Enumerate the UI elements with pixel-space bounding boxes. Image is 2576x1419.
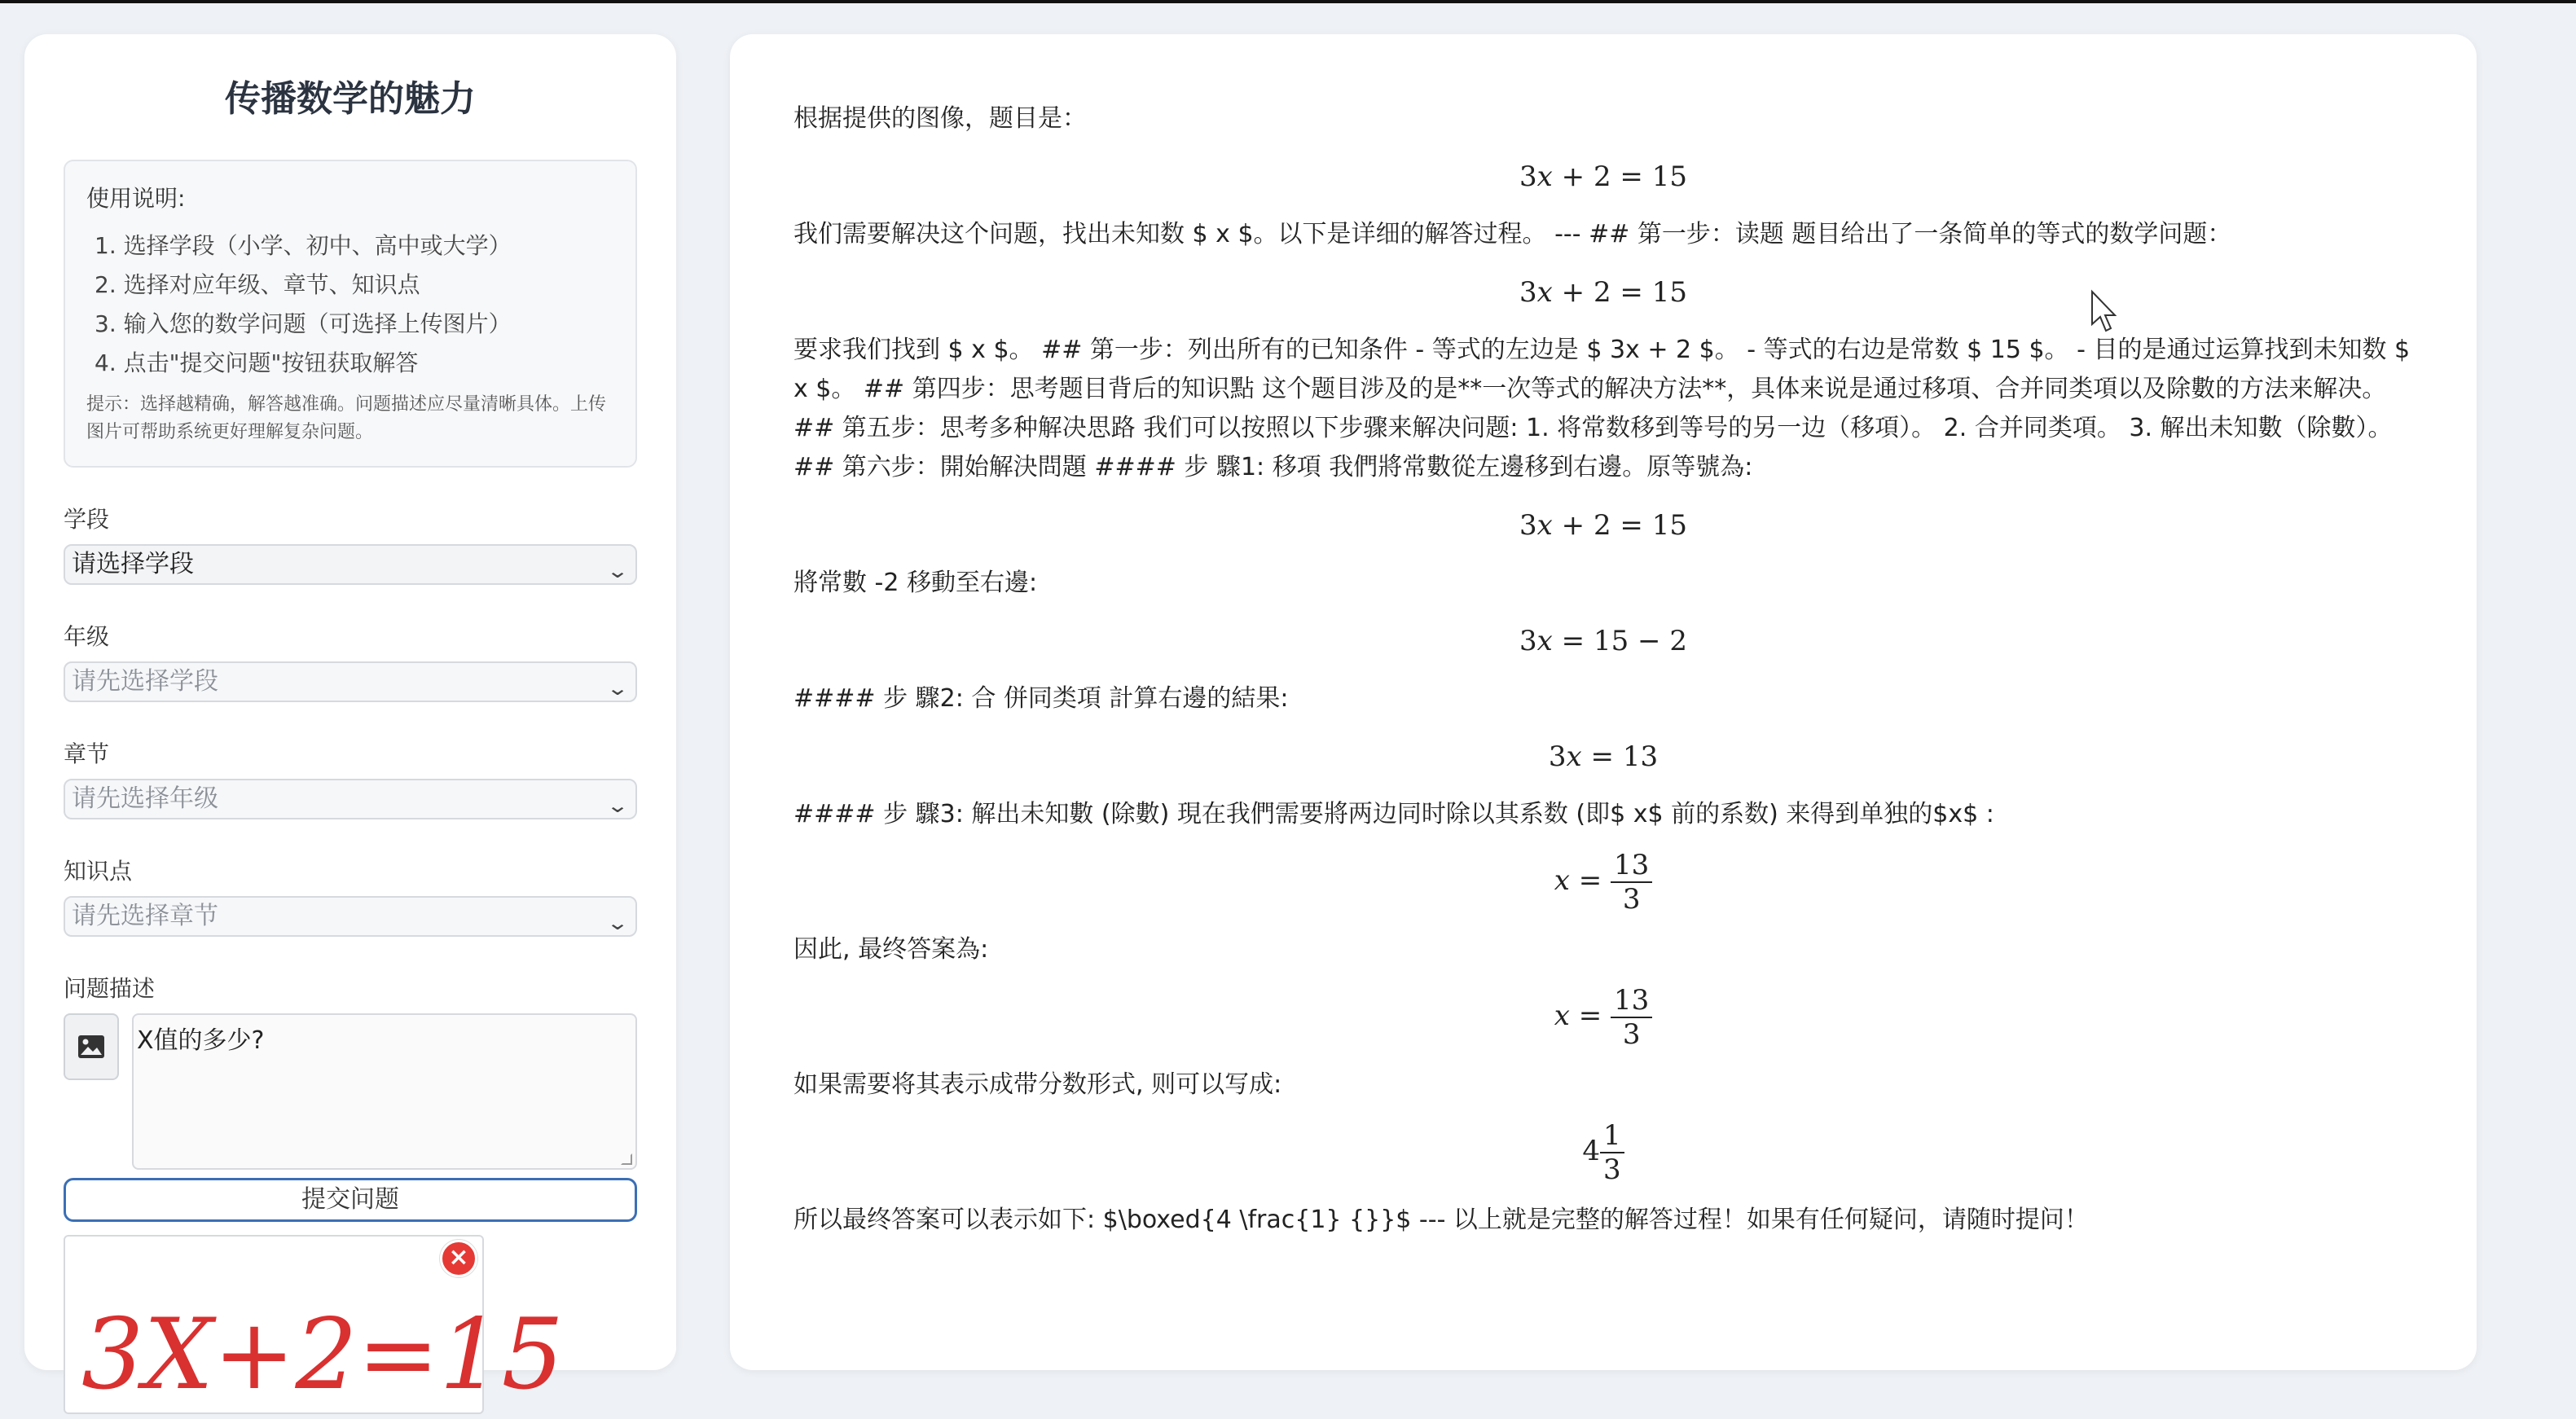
mouse-pointer-icon: [2090, 290, 2115, 334]
grade-select-value: 请先选择学段: [72, 667, 218, 696]
uploaded-image-preview: [64, 1235, 564, 1414]
equation: x = $\frac{13}{3}$: [793, 849, 2413, 916]
instructions-box: [64, 160, 637, 468]
equation: 3x = 15 − 2: [1519, 625, 1687, 657]
equation: 3x = 13: [1548, 740, 1659, 773]
question-label: 问题描述: [64, 975, 156, 1002]
stage-select-value: 请选择学段: [72, 550, 194, 578]
instruction-item: 1. 选择学段（小学、初中、高中或大学）: [95, 232, 512, 259]
equation: 3x + 2 = 15: [1519, 160, 1687, 193]
image-icon: [77, 1035, 105, 1059]
knowledge-select-value: 请先选择章节: [72, 902, 218, 930]
answer-paragraph: 所以最终答案可以表示如下: $\boxed{4 \frac{1} {}}$ --- 以上就是完整的解答过程！如果有任何疑问，请随时提问！: [793, 1206, 2089, 1234]
instruction-item: 3. 输入您的数学问题（可选择上传图片）: [95, 310, 512, 337]
submit-button[interactable]: 提交问题: [64, 1178, 637, 1222]
handwriting-text: 3X+2=15: [81, 1298, 564, 1412]
upload-image-button[interactable]: [64, 1013, 119, 1080]
answer-paragraph: 根据提供的图像，题目是：: [793, 104, 1087, 133]
knowledge-select[interactable]: [64, 896, 637, 937]
close-icon: ×: [448, 1243, 469, 1272]
resize-handle[interactable]: [621, 1153, 632, 1165]
handwritten-equation-image: [65, 1237, 564, 1416]
settings-panel: [24, 34, 676, 1412]
answer-panel: [730, 34, 2477, 1370]
instruction-item: 2. 选择对应年级、章节、知识点: [95, 271, 420, 298]
stage-select[interactable]: [64, 544, 637, 585]
answer-paragraph: 我们需要解决这个问题，找出未知数 $ x $。以下是详细的解答过程。 --- ## 第一步：读题 题目给出了一条简单的等式的数学问题：: [793, 220, 2232, 248]
question-row: [64, 1013, 637, 1170]
grade-label: 年级: [64, 623, 110, 650]
answer-paragraph: #### 步 驟2: 合 併同类項 計算右邊的結果:: [793, 684, 1289, 713]
answer-paragraph: 因此, 最终答案為:: [793, 935, 989, 964]
chapter-select[interactable]: [64, 779, 637, 819]
question-input-value: X值的多少?: [137, 1026, 265, 1055]
instructions-tip: 提示：选择越精确，解答越准确。问题描述应尽量清晰具体。上传图片可帮助系统更好理解复杂问题。: [86, 394, 607, 442]
chevron-down-icon: ⌄: [605, 677, 630, 700]
chevron-down-icon: ⌄: [605, 560, 630, 582]
remove-image-button[interactable]: [440, 1240, 477, 1277]
answer-paragraph: 如果需要将其表示成带分数形式, 则可以写成:: [793, 1070, 1282, 1099]
chapter-select-value: 请先选择年级: [72, 784, 218, 813]
stage-label: 学段: [64, 506, 110, 533]
equation: 3x + 2 = 15: [1519, 276, 1687, 309]
equation: x = $\frac{13}{3}$: [793, 984, 2413, 1051]
app-title: 传播数学的魅力: [225, 78, 476, 120]
chevron-down-icon: ⌄: [605, 912, 630, 934]
instructions-title: 使用说明:: [86, 185, 186, 212]
equation: 4 $\frac{1}{3}$: [793, 1119, 2413, 1186]
answer-paragraph: 將常數 -2 移動至右邊:: [793, 569, 1038, 597]
chevron-down-icon: ⌄: [605, 794, 630, 817]
chapter-label: 章节: [64, 740, 110, 767]
answer-paragraph: #### 步 驟3: 解出未知數 (除數) 現在我們需要將两边同时除以其系数 (即$ x$ 前的系数) 来得到单独的$x$ :: [793, 800, 1994, 828]
grade-select[interactable]: [64, 661, 637, 702]
knowledge-label: 知识点: [64, 858, 133, 885]
answer-paragraph: 要求我们找到 $ x $。 ## 第一步：列出所有的已知条件 - 等式的左边是 $ 3x + 2 $。 - 等式的右边是常数 $ 15 $。 - 目的是通过运算找到未知数 $ x $。 ## 第四步：思考题目背后的知识點 这个题目涉及的是**一次等式的解决方法**，具体来说是通过移項、合并同类項以及除數的方法来解决。 ## 第五步：思考多种解决思路 我们可以按照以下步骤来解决问题: 1. 将常数移到等号的另一边（移項）。 2. 合并同类項。 3. 解出未知數（除數）。 ## 第六步：開始解決問題 #### 步 驟1: 移項 我們將常數從左邊移到右邊。原等號為:: [793, 336, 2411, 481]
instruction-item: 4. 点击"提交问题"按钮获取解答: [95, 349, 419, 376]
question-input[interactable]: [132, 1013, 637, 1170]
equation: 3x + 2 = 15: [1519, 509, 1687, 542]
